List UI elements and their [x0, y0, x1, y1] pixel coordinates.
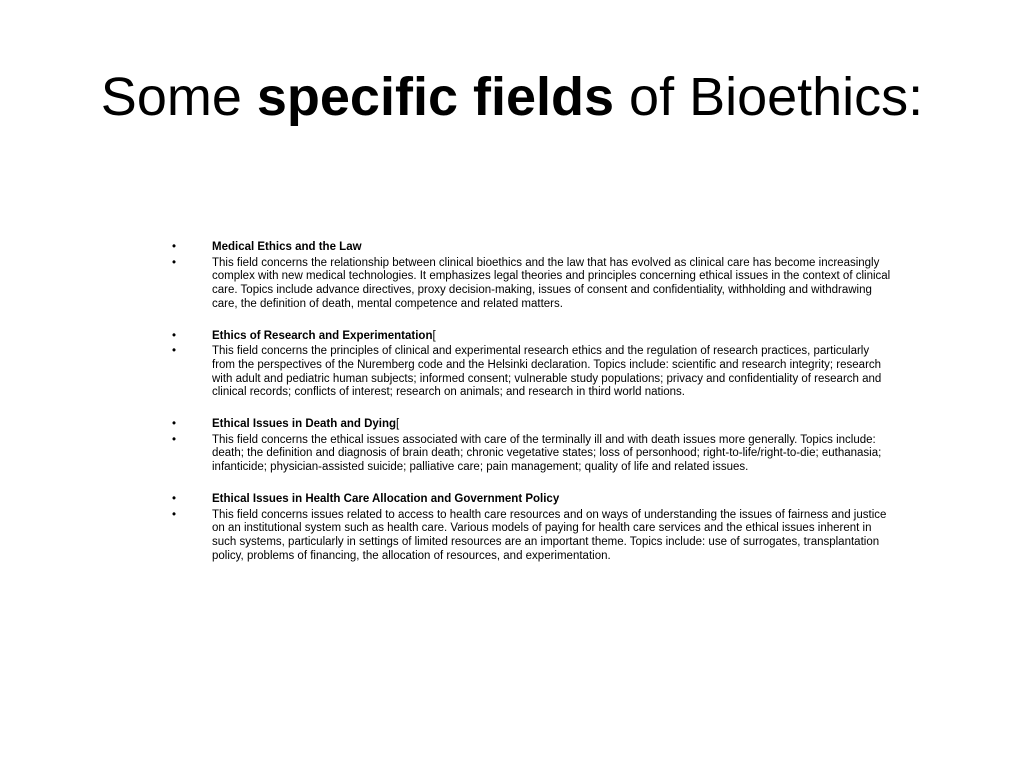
bullet-body: This field concerns the relationship between clinical bioethics and the law that has evolved as clinical care has become increasingly complex with new medical technologies. It emphasizes legal theories and principles concerning ethical issues in the context of clinical care. Topics include advance directives, proxy decision-making, issues of consent and confidentiality, withholding and withdrawing care, the definition of death, mental competence and related matters.: [212, 256, 891, 310]
bullet-heading-row: [168, 330, 892, 344]
section-death-dying: [168, 418, 892, 475]
bullet-heading: [212, 493, 892, 507]
bullet-heading-row: [168, 418, 892, 432]
section-research-ethics: [168, 330, 892, 401]
bullet-icon: •: [172, 256, 177, 269]
bullet-body: This field concerns issues related to access to health care resources and on ways of understanding the issues of fairness and justice on an institutional system such as health care. Various models of paying for health care services and the ethical issues inherent in such systems, particularly in settings of limited resources are an important theme. Topics include: use of surrogates, transplantation policy, problems of financing, the allocation of resources, and experimentation.: [212, 508, 887, 562]
bullet-body-row: [168, 257, 892, 312]
heading-text: Ethics of Research and Experimentation: [212, 329, 433, 342]
bullet-icon: •: [172, 345, 177, 358]
bullet-icon: •: [172, 241, 177, 253]
section-health-care-allocation: [168, 493, 892, 564]
bullet-heading-row: [168, 493, 892, 507]
heading-suffix: [: [396, 418, 400, 431]
bullet-icon: •: [172, 508, 177, 521]
title-emphasis: specific fields: [256, 67, 615, 127]
bullet-heading-row: [168, 241, 892, 255]
bullet-heading: [212, 241, 892, 255]
title-suffix: of Bioethics:: [614, 67, 924, 127]
bullet-body-row: [168, 509, 892, 564]
bullet-body: This field concerns the principles of clinical and experimental research ethics and the regulation of research practices, particularly from the perspectives of the Nuremberg code and the Helsinki declaration. Topics include: scientific and research integrity; research with adult and pediatric human subjects; informed consent; vulnerable study populations; privacy and confidentiality of research and clinical records; conflicts of interest; research on animals; and research in third world nations.: [212, 345, 882, 399]
heading-text: Ethical Issues in Death and Dying: [212, 418, 397, 431]
heading-text: Ethical Issues in Health Care Allocation and Government Policy: [212, 492, 560, 505]
bullet-list: [168, 241, 892, 581]
heading-text: Medical Ethics and the Law: [212, 241, 362, 253]
bullet-icon: •: [172, 418, 177, 431]
bullet-icon: •: [172, 433, 177, 446]
title-prefix: Some: [100, 67, 257, 127]
heading-suffix: [: [432, 329, 436, 342]
bullet-body-row: [168, 434, 892, 475]
slide-title: [0, 62, 1024, 132]
bullet-body-row: [168, 345, 892, 400]
bullet-body: This field concerns the ethical issues associated with care of the terminally ill and with death issues more generally. Topics include: death; the definition and diagnosis of brain death; chronic vegetative states; loss of personhood; right-to-life/right-to-die; euthanasia; infanticide; physician-assisted suicide; palliative care; pain management; quality of life and related issues.: [212, 433, 882, 474]
bullet-heading: [212, 418, 892, 432]
bullet-icon: •: [172, 492, 177, 505]
bullet-icon: •: [172, 329, 177, 342]
bullet-heading: [212, 330, 892, 344]
section-medical-ethics-law: [168, 241, 892, 312]
